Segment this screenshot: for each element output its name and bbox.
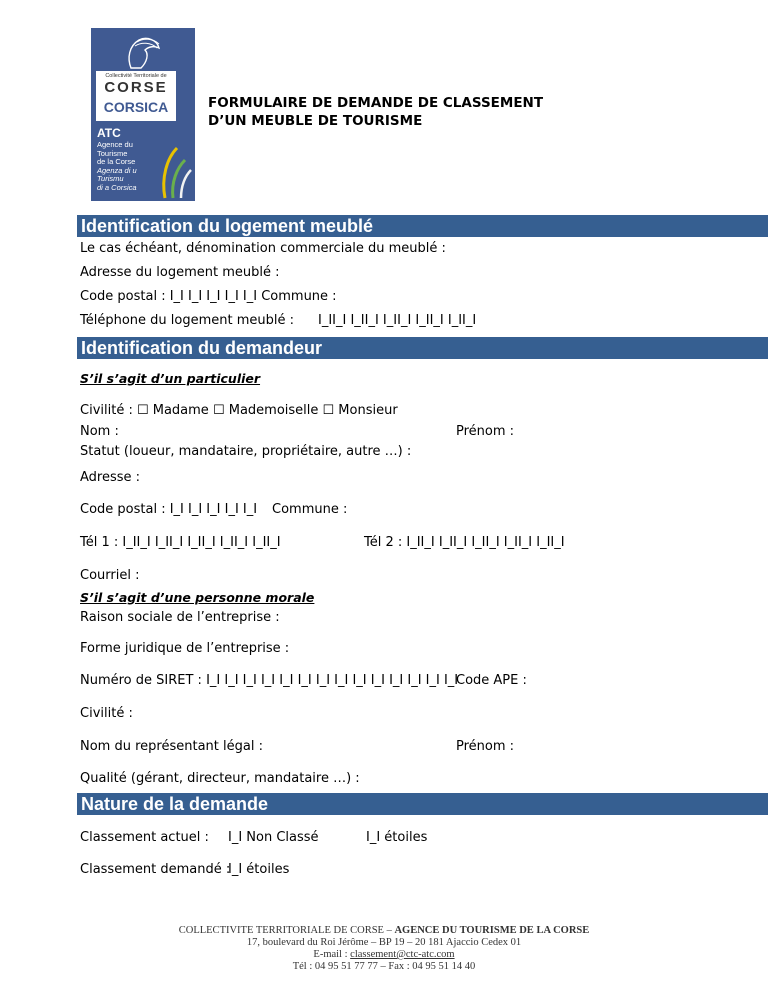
logo-text-line: Agenza di u	[97, 165, 137, 175]
logo-text-block	[97, 141, 137, 192]
prenom-representant-label: Prénom :	[456, 739, 515, 754]
prenom-label: Prénom :	[456, 424, 515, 439]
tel2-field[interactable]: Tél 2 : I_II_I I_II_I I_II_I I_II_I I_II_I	[364, 535, 565, 550]
qualite-label: Qualité (gérant, directeur, mandataire …) :	[80, 771, 360, 786]
code-ape-label: Code APE :	[456, 673, 527, 688]
telephone-meuble-field[interactable]: I_II_I I_II_I I_II_I I_II_I I_II_I	[318, 313, 477, 328]
logo-text-line: di a Corsica	[97, 182, 137, 192]
logo-corse: CORSE	[104, 79, 168, 96]
flame-icon	[157, 128, 193, 200]
non-classe-option[interactable]: I_I Non Classé	[228, 830, 319, 845]
atc-logo	[91, 28, 195, 201]
logo-corsica: CORSICA	[96, 96, 176, 118]
etoiles-actuel-option[interactable]: I_I étoiles	[366, 830, 428, 845]
logo-text-line: Agence du	[97, 140, 133, 149]
tel1-field[interactable]: Tél 1 : I_II_I I_II_I I_II_I I_II_I I_II_I	[80, 535, 281, 550]
section-heading-logement: Identification du logement meublé	[77, 215, 768, 237]
telephone-meuble-label: Téléphone du logement meublé :	[80, 313, 294, 328]
classement-demande-label: Classement demandé :	[80, 862, 231, 877]
footer-email-link[interactable]: classement@ctc-atc.com	[350, 949, 455, 960]
footer-email-line	[0, 949, 768, 961]
section-heading-demandeur: Identification du demandeur	[77, 337, 768, 359]
denomination-label: Le cas échéant, dénomination commerciale du meublé :	[80, 241, 446, 256]
footer-org: COLLECTIVITE TERRITORIALE DE CORSE –	[178, 925, 395, 936]
adresse-meuble-label: Adresse du logement meublé :	[80, 265, 280, 280]
logo-atc: ATC	[97, 126, 121, 140]
logo-text-line: Turismu	[97, 174, 124, 183]
footer-phone: Tél : 04 95 51 77 77 – Fax : 04 95 51 14 40	[292, 961, 476, 972]
footer	[0, 925, 768, 973]
etoiles-demande-option[interactable]: I_I étoiles	[228, 862, 290, 877]
statut-label: Statut (loueur, mandataire, propriétaire, autre …) :	[80, 444, 412, 459]
footer-email-label: E-mail :	[313, 949, 351, 960]
footer-address: 17, boulevard du Roi Jérôme – BP 19 – 20 181 Ajaccio Cedex 01	[246, 937, 522, 948]
siret-field[interactable]: Numéro de SIRET : I_I I_I I_I I_I I_I I_I I_I I_I I_I I_I I_I I_I I_I I_I	[80, 673, 459, 688]
particulier-subheading: S’il s’agit d’un particulier	[80, 371, 261, 386]
form-title-line2: D’UN MEUBLE DE TOURISME	[208, 113, 423, 129]
logo-text-line: de la Corse	[97, 157, 136, 166]
logo-text-line: Tourisme	[97, 148, 128, 158]
raison-sociale-label: Raison sociale de l’entreprise :	[80, 610, 280, 625]
representant-label: Nom du représentant légal :	[80, 739, 263, 754]
adresse-label: Adresse :	[80, 470, 141, 485]
logo-line1: Collectivité Territoriale de	[105, 73, 167, 79]
personne-morale-subheading: S’il s’agit d’une personne morale	[80, 590, 315, 605]
courriel-label: Courriel :	[80, 568, 140, 583]
head-profile-icon	[109, 32, 169, 70]
forme-juridique-label: Forme juridique de l’entreprise :	[80, 641, 290, 656]
form-title	[208, 94, 543, 130]
code-postal-commune-field[interactable]: Code postal : I_I I_I I_I I_I I_I Commune :	[80, 289, 337, 304]
footer-agency: AGENCE DU TOURISME DE LA CORSE	[394, 925, 590, 936]
code-postal-field[interactable]: Code postal : I_I I_I I_I I_I I_I	[80, 502, 258, 517]
commune-label: Commune :	[272, 502, 348, 517]
civilite-options[interactable]: Civilité : ☐ Madame ☐ Mademoiselle ☐ Monsieur	[80, 403, 398, 418]
section-heading-nature: Nature de la demande	[77, 793, 768, 815]
civilite-morale-label: Civilité :	[80, 706, 133, 721]
classement-actuel-label: Classement actuel :	[80, 830, 209, 845]
footer-line1	[0, 925, 768, 937]
nom-label: Nom :	[80, 424, 119, 439]
form-title-line1: FORMULAIRE DE DEMANDE DE CLASSEMENT	[208, 95, 544, 111]
